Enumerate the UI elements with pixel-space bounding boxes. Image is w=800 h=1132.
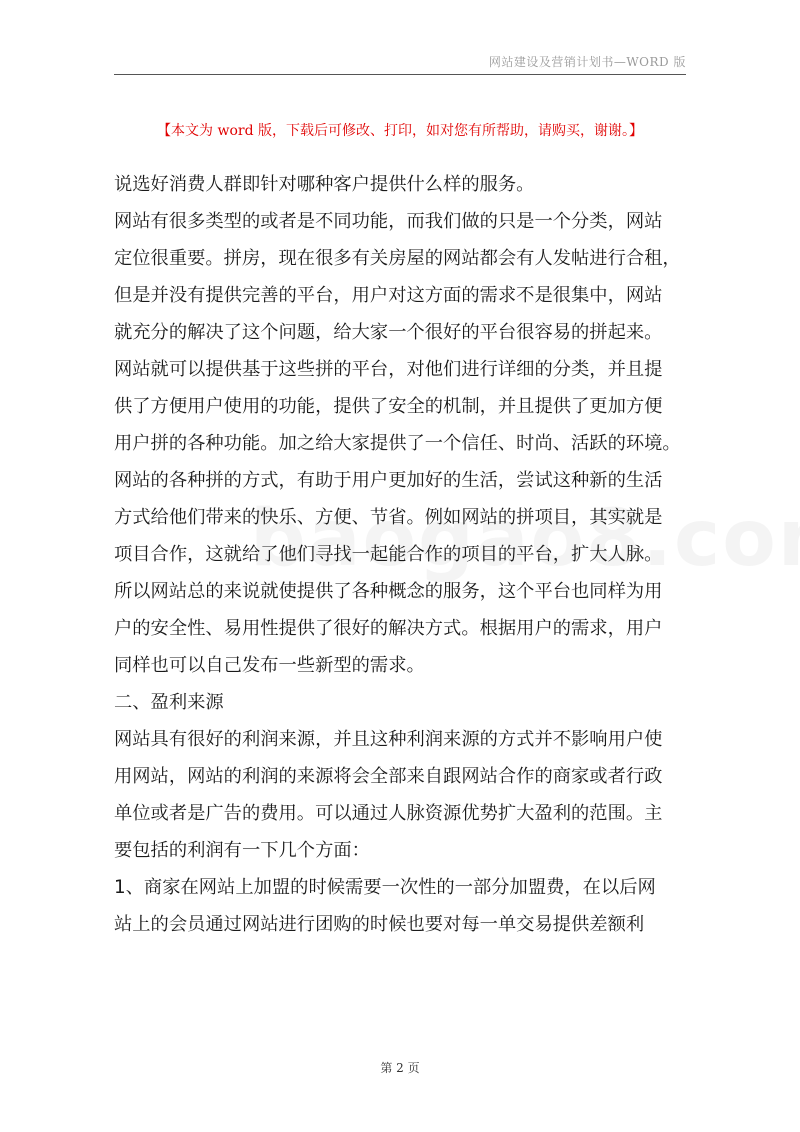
section-heading: 二、盈利来源 <box>114 692 224 713</box>
text-line: 定位很重要。拼房，现在很多有关房屋的网站都会有人发帖进行合租， <box>114 248 681 269</box>
body-text <box>114 166 694 943</box>
text-line: 同样也可以自己发布一些新型的需求。 <box>114 655 425 676</box>
header-divider <box>114 74 686 75</box>
text-line: 网站的各种拼的方式，有助于用户更加好的生活，尝试这种新的生活 <box>114 470 663 491</box>
text-line: 网站有很多类型的或者是不同功能，而我们做的只是一个分类，网站 <box>114 211 663 232</box>
text-line: 用网站，网站的利润的来源将会全部来自跟网站合作的商家或者行政 <box>114 766 663 787</box>
text-line: 供了方便用户使用的功能，提供了安全的机制，并且提供了更加方便 <box>114 396 663 417</box>
text-line: 就充分的解决了这个问题，给大家一个很好的平台很容易的拼起来。 <box>114 322 663 343</box>
text-line: 用户拼的各种功能。加之给大家提供了一个信任、时尚、活跃的环境。 <box>114 433 681 454</box>
download-notice: 【本文为 word 版，下载后可修改、打印，如对您有所帮助，请购买，谢谢。】 <box>157 123 643 139</box>
text-line: 站上的会员通过网站进行团购的时候也要对每一单交易提供差额利 <box>114 914 645 935</box>
text-line: 方式给他们带来的快乐、方便、节省。例如网站的拼项目，其实就是 <box>114 507 663 528</box>
text-line: 单位或者是广告的费用。可以通过人脉资源优势扩大盈利的范围。主 <box>114 803 663 824</box>
text-line: 网站具有很好的利润来源，并且这种利润来源的方式并不影响用户使 <box>114 729 663 750</box>
text-line: 要包括的利润有一下几个方面： <box>114 840 370 861</box>
text-line: 但是并没有提供完善的平台，用户对这方面的需求不是很集中，网站 <box>114 285 663 306</box>
text-line: 网站就可以提供基于这些拼的平台，对他们进行详细的分类，并且提 <box>114 359 663 380</box>
page-number: 第 2 页 <box>380 1061 420 1075</box>
text-line: 户的安全性、易用性提供了很好的解决方式。根据用户的需求，用户 <box>114 618 663 639</box>
text-line: 项目合作，这就给了他们寻找一起能合作的项目的平台，扩大人脉。 <box>114 544 663 565</box>
text-line: 说选好消费人群即针对哪种客户提供什么样的服务。 <box>114 174 535 195</box>
text-line: 1、商家在网站上加盟的时候需要一次性的一部分加盟费，在以后网 <box>114 877 656 898</box>
text-line: 所以网站总的来说就使提供了各种概念的服务，这个平台也同样为用 <box>114 581 663 602</box>
running-header-title: 网站建设及营销计划书—WORD 版 <box>488 55 686 69</box>
